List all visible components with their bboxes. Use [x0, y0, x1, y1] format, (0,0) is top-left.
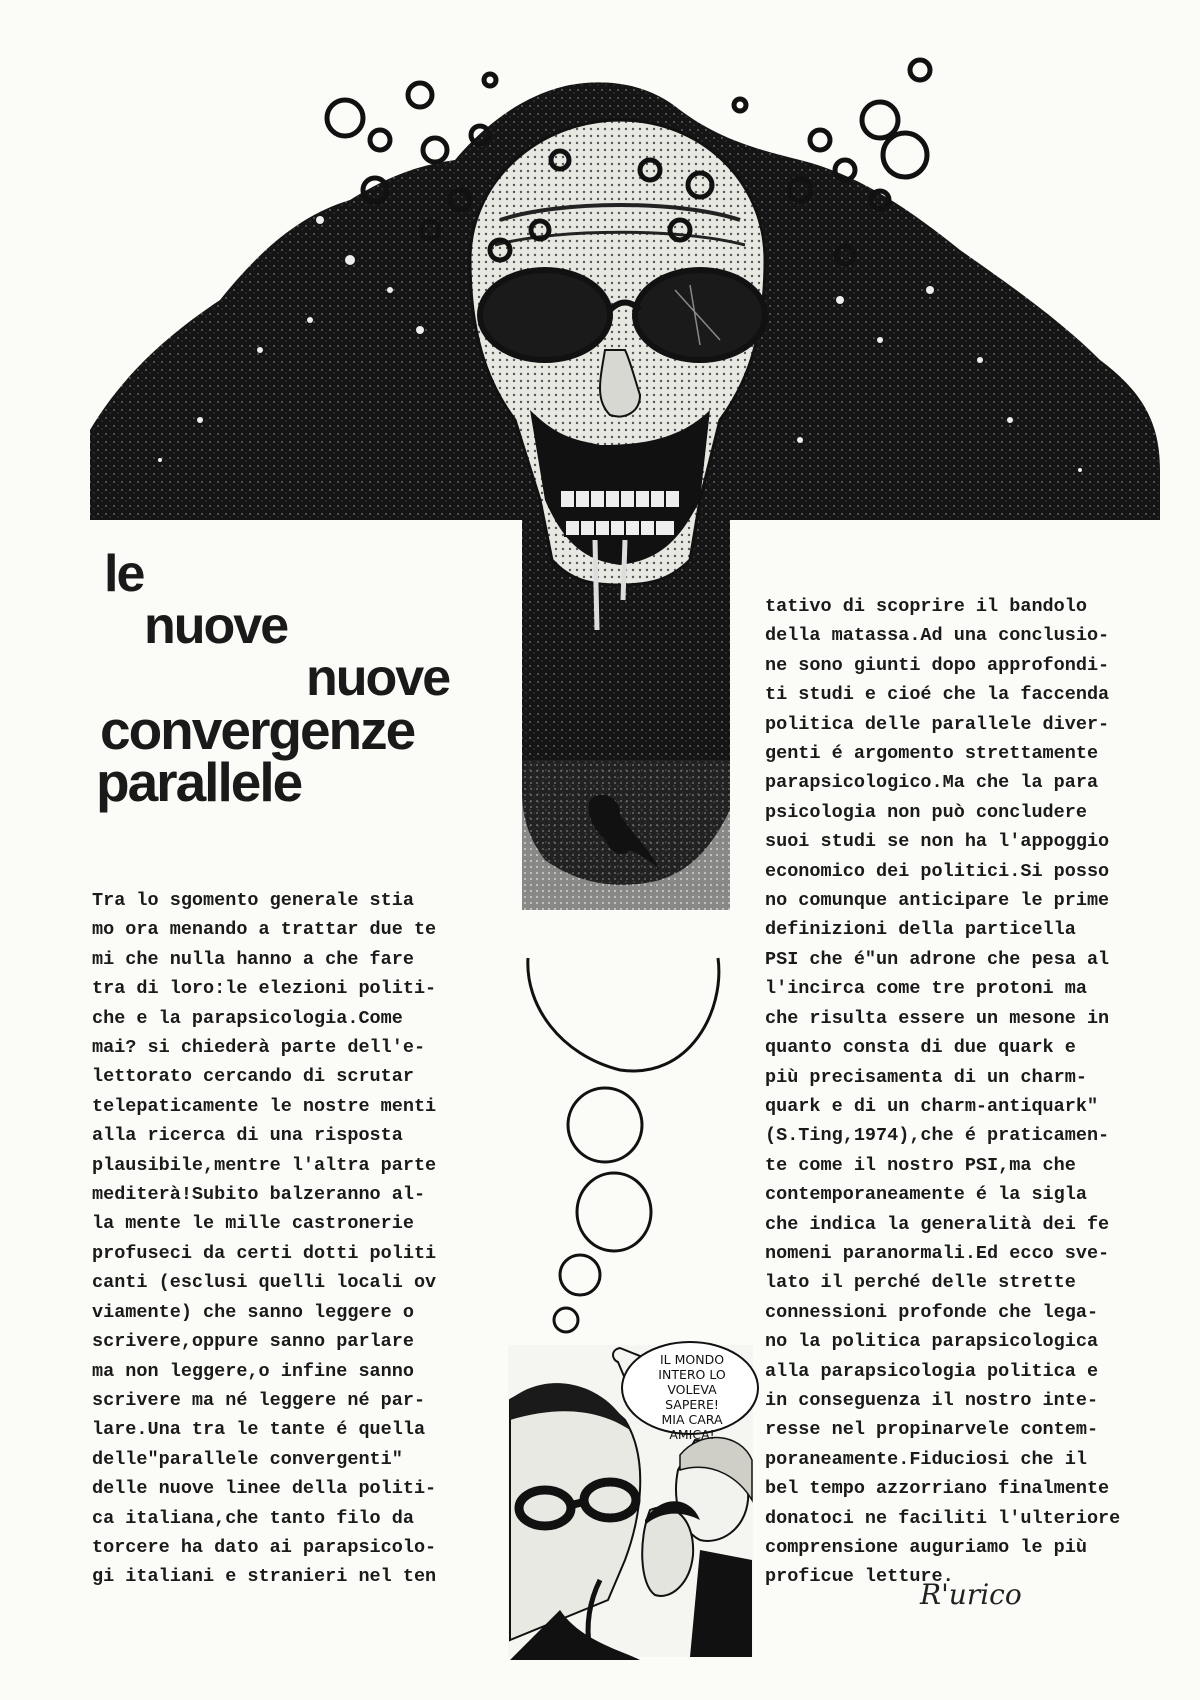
author-signature: R'urico — [920, 1578, 1022, 1611]
headline-line-2: nuove — [144, 597, 288, 655]
comic-speech-bubble: IL MONDO INTERO LO VOLEVA SAPERE! MIA CARA AMICA! — [658, 1352, 726, 1442]
headline-line-3: nuove — [306, 649, 450, 707]
headline-line-5: parallele — [96, 751, 302, 813]
article-headline — [96, 545, 526, 813]
headline-line-4: convergenze — [100, 699, 415, 761]
article-left-column: Tra lo sgomento generale stia mo ora menando a trattar due te mi che nulla hanno a che fare tra di loro:le elezioni politi- che e la parapsicologia.Come mai? si chiederà parte dell'e- lettorato cercando di scrutar telepaticamente le nostre menti alla ricerca di una risposta plausibile,mentre l'altra parte mediterà!Subito balzeranno al- la mente le mille castronerie profuseci da certi dotti politi canti (esclusi quelli locali ov viamente) che sanno leggere o scrivere,oppure sanno parlare ma non leggere,o infine sanno scrivere ma né leggere né par- lare.Una tra le tante é quella delle"parallele convergenti" delle nuove linee della politi- ca italiana,che tanto filo da torcere ha dato ai parapsicolo- gi italiani e stranieri nel ten — [92, 890, 437, 1588]
headline-line-1: le — [104, 545, 144, 603]
article-right-column: tativo di scoprire il bandolo della matassa.Ad una conclusio- ne sono giunti dopo approfondi- ti studi e cioé che la faccenda politica delle parallele diver- genti é argomento strettamente parapsicologico.Ma che la para psicologia non può concludere suoi studi se non ha l'appoggio economico dei politici.Si posso no comunque anticipare le prime definizioni della particella PSI che é"un adrone che pesa al l'incirca come tre protoni ma che risulta essere un mesone in quanto consta di due quark e più precisamenta di un charm- quark e di un charm-antiquark" (S.Ting,1974),che é praticamen- te come il nostro PSI,ma che contemporaneamente é la sigla che indica la generalità dei fe nomeni paranormali.Ed ecco sve- lato il perché delle strette connessioni profonde che lega- no la politica parapsicologica alla parapsicologia politica e in conseguenza il nostro inte- resse nel propinarvele contem- poraneamente.Fiduciosi che il bel tempo azzorriano finalmente donatoci ne faciliti l'ulteriore comprensione auguriamo le più proficue letture. — [765, 596, 1121, 1588]
thought-bubble-icon — [528, 958, 719, 1332]
